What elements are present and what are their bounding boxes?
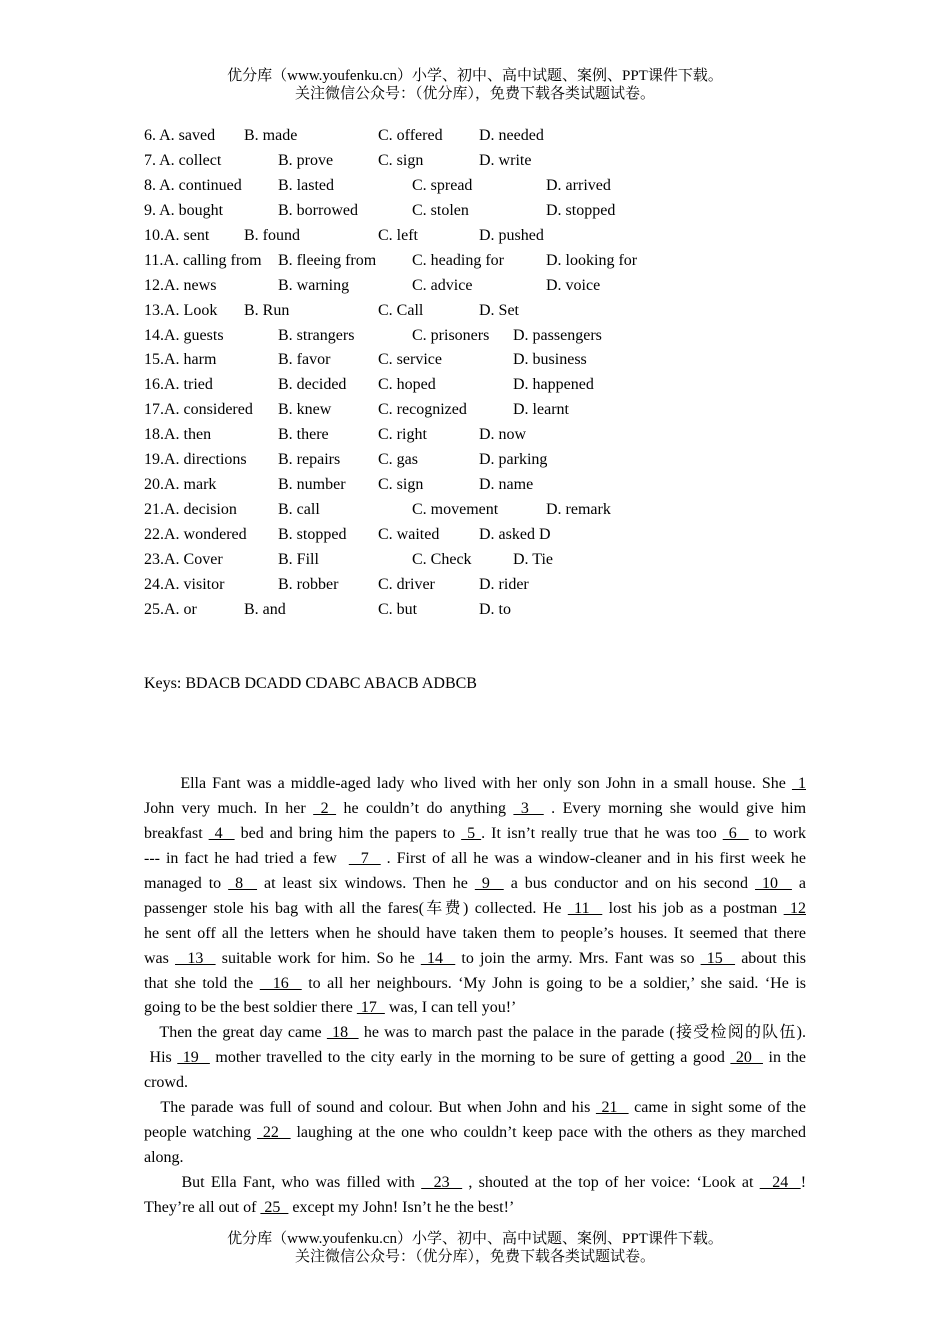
passage-text: that she told the xyxy=(144,974,260,992)
passage-text: --- in fact he had tried a few xyxy=(144,849,349,867)
blank-number: 14 xyxy=(420,949,456,967)
option-choice: C. waited xyxy=(378,526,440,543)
option-choice: D. Tie xyxy=(513,550,554,568)
option-choice: 7. A. collect xyxy=(144,151,222,169)
option-choice: C. gas xyxy=(378,451,418,469)
header-line-2: 关注微信公众号：（优分库），免费下载各类试题试卷。 xyxy=(294,86,655,102)
option-row xyxy=(144,199,844,224)
option-choice: D. parking xyxy=(479,451,548,469)
option-choice: B. knew xyxy=(278,401,332,419)
option-choice: B. stopped xyxy=(278,526,347,543)
option-choice: 10.A. sent xyxy=(144,226,210,244)
passage-text: breakfast xyxy=(144,824,209,842)
passage-text: ! xyxy=(800,1174,807,1191)
passage-line xyxy=(144,922,806,947)
option-choice: B. found xyxy=(244,226,300,244)
option-row xyxy=(144,598,844,623)
header-line-1: 优分库（www.youfenku.cn）小学、初中、高中试题、案例、PPT课件下载。 xyxy=(227,68,723,84)
option-choice: C. but xyxy=(378,600,418,618)
option-choice: D. asked D xyxy=(479,526,551,543)
blank-number: 17 xyxy=(356,999,385,1017)
passage-line xyxy=(144,1196,806,1221)
passage-text: But Ella Fant, who was filled with xyxy=(144,1174,422,1191)
blank-number: 7 xyxy=(348,849,381,867)
passage-text: people watching xyxy=(144,1124,258,1142)
option-choice: C. sign xyxy=(378,476,424,494)
passage-line xyxy=(144,872,806,897)
passage-text: John very much. In her xyxy=(144,799,314,817)
blank-number: 1 xyxy=(791,775,806,792)
option-choice: C. sign xyxy=(378,151,424,169)
passage-text: bed and bring him the papers to xyxy=(234,824,462,842)
option-choice: D. remark xyxy=(546,501,611,519)
option-choice: D. now xyxy=(479,426,527,444)
passage-line xyxy=(144,772,806,797)
passage-text: was xyxy=(144,949,176,967)
footer-line-2: 关注微信公众号：（优分库），免费下载各类试题试卷。 xyxy=(294,1249,655,1265)
option-row xyxy=(144,548,844,573)
blank-number: 21 xyxy=(595,1099,629,1117)
passage-text: passenger stole his bag with all the fares(车费) collected. He xyxy=(144,899,568,917)
option-choice: C. heading for xyxy=(412,251,504,269)
option-choice: D. business xyxy=(513,351,587,369)
option-choice: B. and xyxy=(244,600,286,618)
passage-text: he was to march past the palace in the parade (接受检阅的队伍). xyxy=(358,1024,806,1042)
blank-number: 4 xyxy=(208,824,235,842)
option-row xyxy=(144,523,844,548)
blank-number: 11 xyxy=(567,899,603,917)
option-choice: D. needed xyxy=(479,127,544,144)
option-choice: D. name xyxy=(479,476,534,494)
option-choice: D. pushed xyxy=(479,226,544,244)
passage-line xyxy=(144,1096,806,1121)
option-choice: D. passengers xyxy=(513,326,602,344)
option-choice: D. learnt xyxy=(513,401,569,419)
option-choice: D. rider xyxy=(479,575,529,593)
passage-text: lost his job as a postman xyxy=(602,899,784,917)
option-choice: 21.A. decision xyxy=(144,501,237,519)
passage-text: suitable work for him. So he xyxy=(215,949,421,967)
blank-number: 6 xyxy=(722,824,749,842)
option-choice: C. recognized xyxy=(378,401,467,419)
option-choice: B. borrowed xyxy=(278,201,358,219)
blank-number: 3 xyxy=(513,799,544,817)
blank-number: 5 xyxy=(461,824,482,842)
option-choice: 6. A. saved xyxy=(144,127,216,144)
option-choice: 11.A. calling from xyxy=(144,251,262,269)
option-choice: B. repairs xyxy=(278,451,341,469)
option-choice: C. Check xyxy=(412,550,472,568)
passage-line xyxy=(144,1121,806,1146)
page-footer xyxy=(0,1230,950,1266)
blank-number: 10 xyxy=(755,874,792,892)
option-choice: C. advice xyxy=(412,276,473,294)
option-choice: B. warning xyxy=(278,276,350,294)
option-row xyxy=(144,348,844,373)
passage-line xyxy=(144,972,806,997)
option-row xyxy=(144,249,844,274)
option-choice: B. there xyxy=(278,426,329,444)
passage-text: Ella Fant was a middle-aged lady who lived with her only son John in a small house. She xyxy=(144,775,792,792)
option-choice: B. made xyxy=(244,127,298,144)
blank-number: 8 xyxy=(228,874,258,892)
option-choice: D. voice xyxy=(546,276,601,294)
option-row xyxy=(144,324,844,349)
passage-text: The parade was full of sound and colour. But when John and his xyxy=(144,1099,596,1117)
blank-number: 19 xyxy=(177,1049,210,1067)
blank-number: 23 xyxy=(421,1174,463,1191)
option-choice: D. stopped xyxy=(546,201,616,219)
option-choice: C. service xyxy=(378,351,442,369)
option-row xyxy=(144,149,844,174)
option-choice: 12.A. news xyxy=(144,276,217,294)
option-choice: 24.A. visitor xyxy=(144,575,225,593)
option-choice: C. right xyxy=(378,426,427,444)
blank-number: 9 xyxy=(474,874,504,892)
passage-text: going to be the best soldier there xyxy=(144,999,357,1017)
page-header xyxy=(0,67,950,103)
option-row xyxy=(144,373,844,398)
blank-number: 20 xyxy=(730,1049,763,1067)
passage-text: . It isn’t really true that he was too xyxy=(481,824,723,842)
option-choice: D. arrived xyxy=(546,176,611,194)
passage-line xyxy=(144,1046,806,1071)
blank-number: 18 xyxy=(326,1024,359,1042)
option-choice: B. call xyxy=(278,501,320,519)
blank-number: 13 xyxy=(175,949,216,967)
blank-number: 15 xyxy=(700,949,736,967)
passage-text: . Every morning she would give him xyxy=(543,799,807,817)
blank-number: 22 xyxy=(257,1124,291,1142)
passage-text: managed to xyxy=(144,874,229,892)
option-choice: C. stolen xyxy=(412,201,469,219)
blank-number: 25 xyxy=(260,1198,289,1216)
option-choice: D. write xyxy=(479,151,532,169)
option-choice: B. number xyxy=(278,476,346,494)
passage-line xyxy=(144,797,806,822)
option-choice: C. left xyxy=(378,226,418,244)
option-choice: B. fleeing from xyxy=(278,251,377,269)
passage-text: at least six windows. Then he xyxy=(257,874,475,892)
option-choice: D. to xyxy=(479,600,511,618)
passage-text: They’re all out of xyxy=(144,1198,261,1216)
passage-text: , shouted at the top of her voice: ‘Look at xyxy=(462,1174,760,1191)
option-choice: B. Run xyxy=(244,301,290,319)
option-choice: C. Call xyxy=(378,301,424,319)
option-row xyxy=(144,398,844,423)
option-choice: 20.A. mark xyxy=(144,476,217,494)
passage-line xyxy=(144,1021,806,1046)
passage-line xyxy=(144,1071,806,1096)
option-choice: B. prove xyxy=(278,151,334,169)
passage-line xyxy=(144,847,806,872)
passage-text: a xyxy=(791,874,806,892)
passage-text: he sent off all the letters when he should have taken them to people’s houses. It seemed that there xyxy=(144,924,806,942)
answer-options-list xyxy=(144,124,844,623)
option-row xyxy=(144,423,844,448)
option-row xyxy=(144,473,844,498)
option-choice: C. movement xyxy=(412,501,499,519)
option-row xyxy=(144,448,844,473)
passage-text: to work xyxy=(748,824,807,842)
cloze-passage xyxy=(144,772,806,1221)
passage-line xyxy=(144,822,806,847)
option-choice: 9. A. bought xyxy=(144,201,224,219)
passage-line xyxy=(144,996,806,1021)
option-choice: D. Set xyxy=(479,301,519,319)
option-choice: 25.A. or xyxy=(144,600,197,618)
option-choice: C. offered xyxy=(378,127,443,144)
passage-line xyxy=(144,1146,806,1171)
option-choice: 17.A. considered xyxy=(144,401,253,419)
option-row xyxy=(144,573,844,598)
blank-number: 24 xyxy=(759,1174,801,1191)
option-choice: D. looking for xyxy=(546,251,638,269)
passage-text: mother travelled to the city early in the morning to be sure of getting a good xyxy=(209,1049,731,1067)
passage-text: to join the army. Mrs. Fant was so xyxy=(455,949,701,967)
blank-number: 12 xyxy=(783,899,806,917)
option-choice: 19.A. directions xyxy=(144,451,247,469)
option-choice: B. favor xyxy=(278,351,331,369)
option-row xyxy=(144,224,844,249)
option-choice: B. strangers xyxy=(278,326,355,344)
option-row xyxy=(144,174,844,199)
option-choice: C. driver xyxy=(378,575,435,593)
passage-text: . First of all he was a window-cleaner and in his first week he xyxy=(380,849,807,867)
option-choice: 15.A. harm xyxy=(144,351,217,369)
passage-text: Then the great day came xyxy=(144,1024,327,1042)
passage-text: about this xyxy=(735,949,806,967)
footer-line-1: 优分库（www.youfenku.cn）小学、初中、高中试题、案例、PPT课件下载。 xyxy=(227,1231,723,1247)
option-choice: B. lasted xyxy=(278,176,334,194)
passage-text: His xyxy=(144,1049,178,1067)
passage-line xyxy=(144,897,806,922)
option-row xyxy=(144,274,844,299)
passage-text: was, I can tell you!’ xyxy=(384,999,517,1017)
option-choice: B. Fill xyxy=(278,550,319,568)
option-choice: D. happened xyxy=(513,376,594,394)
option-choice: 23.A. Cover xyxy=(144,550,223,568)
passage-text: came in sight some of the xyxy=(628,1099,806,1117)
option-row xyxy=(144,299,844,324)
option-choice: 8. A. continued xyxy=(144,176,242,194)
passage-text: he couldn’t do anything xyxy=(336,799,514,817)
option-row xyxy=(144,498,844,523)
passage-text: laughing at the one who couldn’t keep pace with the others as they marched xyxy=(290,1124,807,1142)
passage-text: crowd. xyxy=(144,1074,188,1092)
passage-text: except my John! Isn’t he the best!’ xyxy=(288,1198,515,1216)
option-choice: 16.A. tried xyxy=(144,376,213,394)
passage-text: a bus conductor and on his second xyxy=(503,874,756,892)
passage-text: in the xyxy=(762,1049,807,1067)
option-choice: C. hoped xyxy=(378,376,436,394)
blank-number: 16 xyxy=(259,974,302,992)
passage-line xyxy=(144,947,806,972)
option-choice: B. robber xyxy=(278,575,339,593)
option-choice: B. decided xyxy=(278,376,347,394)
option-choice: 18.A. then xyxy=(144,426,212,444)
option-choice: C. spread xyxy=(412,176,473,194)
passage-text: along. xyxy=(144,1149,184,1167)
option-choice: 22.A. wondered xyxy=(144,526,247,543)
blank-number: 2 xyxy=(313,799,337,817)
answer-keys: Keys: BDACB DCADD CDABC ABACB ADBCB xyxy=(144,675,477,692)
passage-text: to all her neighbours. ‘My John is going to be a soldier,’ she said. ‘He is xyxy=(301,974,806,992)
option-choice: C. prisoners xyxy=(412,326,490,344)
passage-line xyxy=(144,1171,806,1196)
option-choice: 14.A. guests xyxy=(144,326,224,344)
option-row xyxy=(144,124,844,149)
option-choice: 13.A. Look xyxy=(144,301,218,319)
